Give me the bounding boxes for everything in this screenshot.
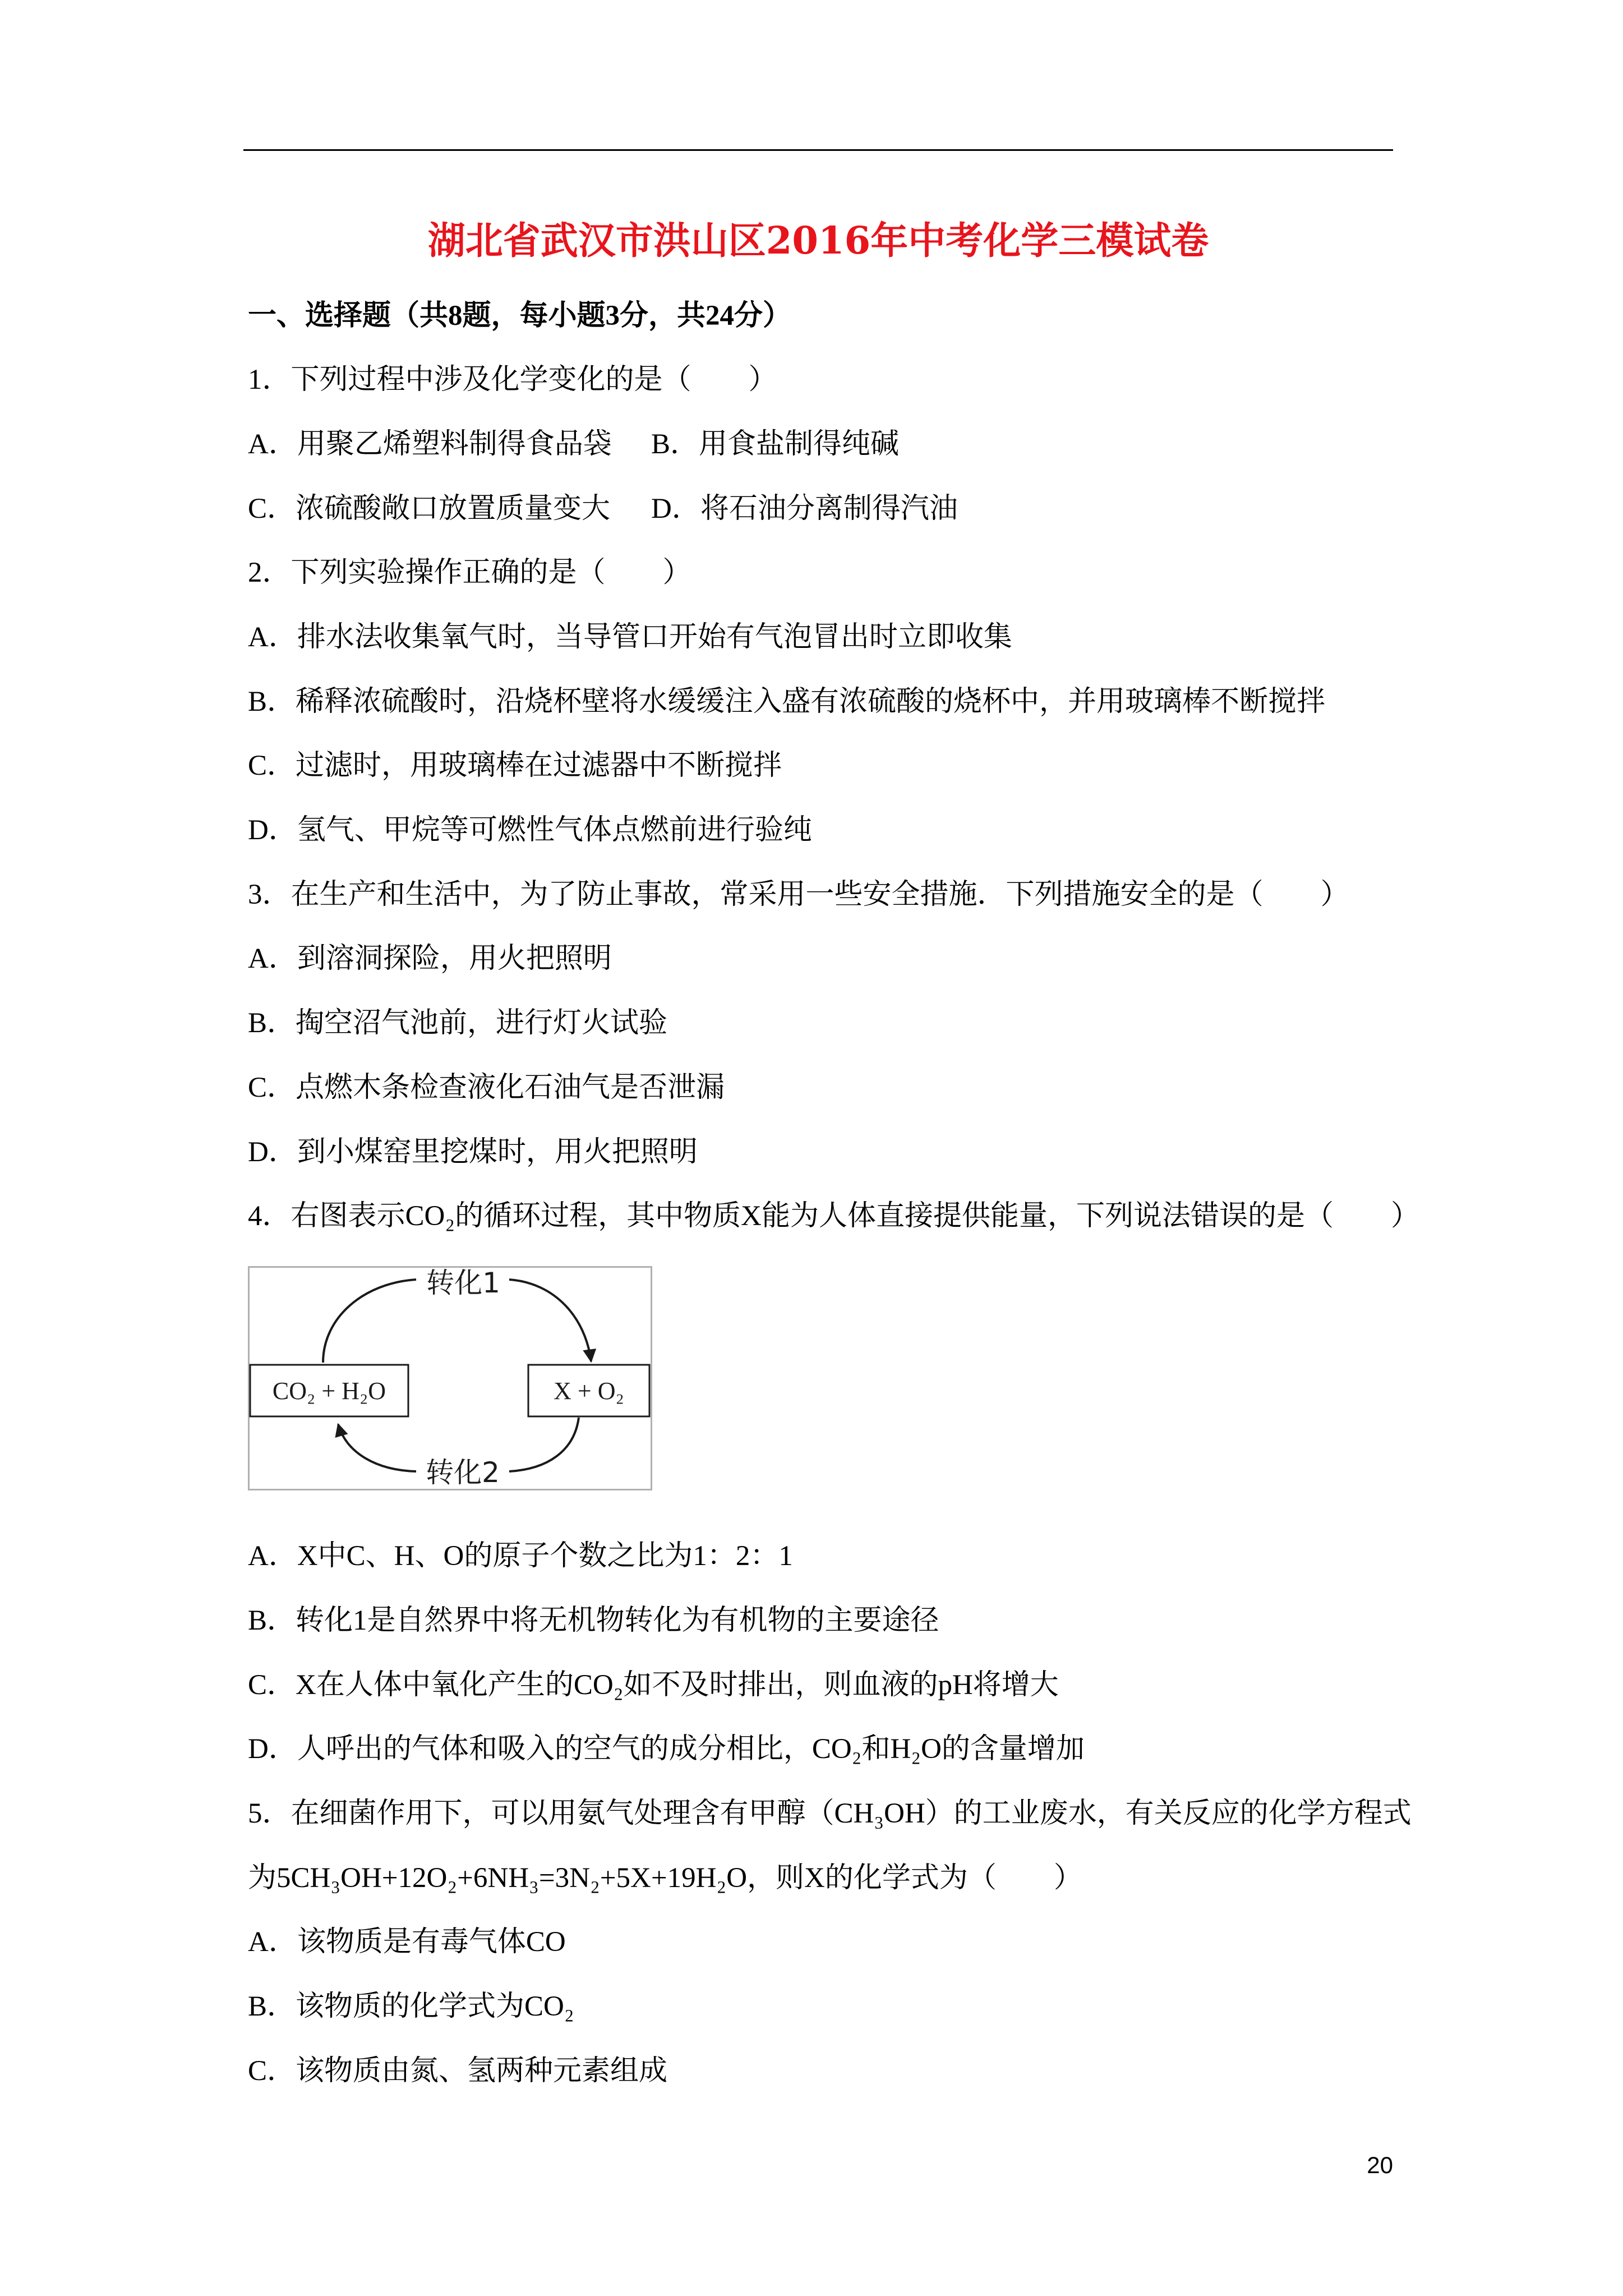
question-3-option-a: A．到溶洞探险，用火把照明 [248,943,612,975]
question-1-option-d: D．将石油分离制得汽油 [651,493,958,524]
question-1-options-row-1 [248,412,1426,477]
question-1-stem: 1．下列过程中涉及化学变化的是（ ） [248,364,777,396]
transform-2-label: 转化2 [426,1456,500,1489]
question-2-option-b: B．稀释浓硫酸时，沿烧杯壁将水缓缓注入盛有浓硫酸的烧杯中，并用玻璃棒不断搅拌 [248,685,1326,717]
question-1-option-b: B．用食盐制得纯碱 [651,428,900,460]
question-4-stem: 4．右图表示CO₂的循环过程，其中物质X能为人体直接提供能量，下列说法错误的是（ ） [248,1200,1419,1232]
question-5-option-a: A．该物质是有毒气体CO [248,1926,566,1958]
question-2-option-c: C．过滤时，用玻璃棒在过滤器中不断搅拌 [248,750,782,782]
question-2-option-a: A．排水法收集氧气时，当导管口开始有气泡冒出时立即收集 [248,622,1012,654]
question-5-stem-line-2: 为5CH₃OH+12O₂+6NH₃=3N₂+5X+19H₂O，则X的化学式为（ ） [248,1862,1082,1894]
exam-content [248,284,1426,2104]
question-3-option-d: D．到小煤窑里挖煤时，用火把照明 [248,1136,698,1168]
question-3-option-b: B．掏空沼气池前，进行灯火试验 [248,1007,668,1039]
question-5-option-b: B．该物质的化学式为CO₂ [248,1991,574,2023]
question-2-option-d: D．氢气、甲烷等可燃性气体点燃前进行验纯 [248,815,812,846]
question-5-option-c: C．该物质由氮、氢两种元素组成 [248,2055,668,2087]
co2-cycle-figure [248,1266,1426,1524]
question-4-option-d: D．人呼出的气体和吸入的空气的成分相比，CO₂和H₂O的含量增加 [248,1733,1085,1765]
question-5-stem-line-1: 5．在细菌作用下，可以用氨气处理含有甲醇（CH₃OH）的工业废水，有关反应的化学方程式 [248,1797,1412,1829]
page-title: 湖北省武汉市洪山区2016年中考化学三模试卷 [427,218,1209,263]
transform-1-label: 转化1 [426,1266,500,1299]
question-3-stem: 3．在生产和生活中，为了防止事故，常采用一些安全措施．下列措施安全的是（ ） [248,878,1349,910]
co2-cycle-diagram [248,1266,652,1490]
question-4-option-a: A．X中C、H、O的原子个数之比为1：2：1 [248,1540,793,1572]
question-4-option-b: B．转化1是自然界中将无机物转化为有机物的主要途径 [248,1604,939,1636]
products-box-label: X + O₂ [554,1377,624,1405]
question-1-option-c: C．浓硫酸敞口放置质量变大 [248,493,611,524]
section-heading: 一、选择题（共8题，每小题3分，共24分） [248,300,792,332]
question-3-option-c: C．点燃木条检查液化石油气是否泄漏 [248,1071,725,1103]
reactants-box-label: CO₂ + H₂O [272,1377,386,1405]
page-number: 20 [1367,2152,1393,2178]
header-rule [243,149,1393,151]
question-2-stem: 2．下列实验操作正确的是（ ） [248,557,691,589]
question-1-options-row-2 [248,477,1426,541]
question-4-option-c: C．X在人体中氧化产生的CO₂如不及时排出，则血液的pH将增大 [248,1669,1059,1701]
question-1-option-a: A．用聚乙烯塑料制得食品袋 [248,428,612,460]
